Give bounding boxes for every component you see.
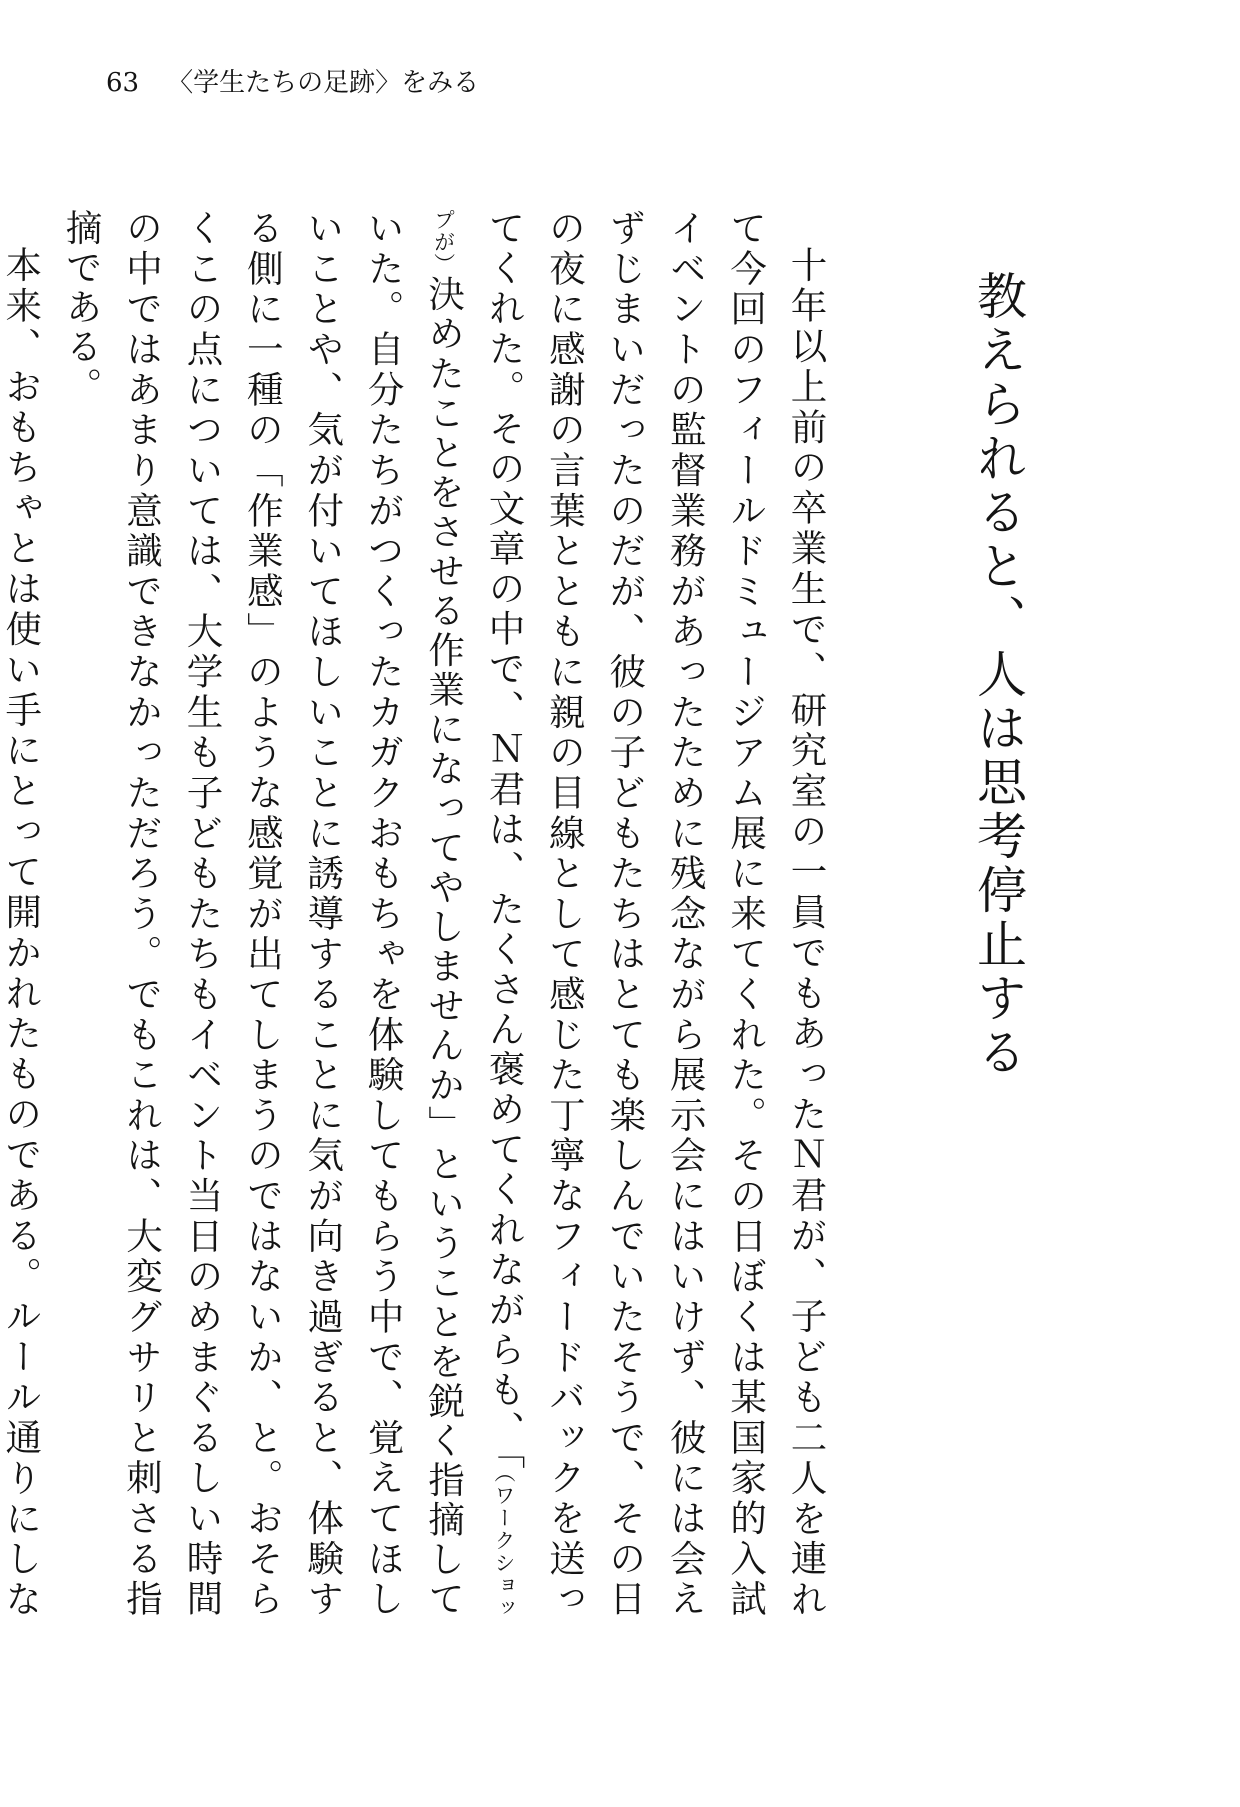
running-head — [106, 66, 479, 100]
section-heading: 教えられると、人は思考停止する — [969, 270, 1027, 1080]
paragraph — [51, 209, 836, 1619]
paragraph-text: 決めたことをさせる作業になってやしませんか」ということを鋭く指摘していた。自分たちがつくったカガクおもちゃを体験してもらう中で、覚えてほしいことや、気が付いてほしいことに誘導することに気が向き過ぎると、体験する側に一種の「作業感」のような感覚が出てしまうのではないか、と。おそらくこの点については、大学生も子どもたちもイベント当日のめまぐるしい時間の中ではあまり意識できなかっただろう。でもこれは、大変グサリと刺さる指摘である。 — [60, 209, 466, 1620]
paragraph: 本来、おもちゃとは使い手にとって開かれたものである。ルール通りにしな — [0, 245, 43, 1619]
paragraph-text: 十年以上前の卒業生で、研究室の一員でもあったＮ君が、子ども二人を連れて今回のフィールドミュージアム展に来てくれた。その日ぼくは某国家的入試イベントの監督業務があったために残念ながら展示会にはいけず、彼には会えずじまいだったのだが、彼の子どもたちはとても楽しんでいたそうで、その日の夜に感謝の言葉とともに親の目線として感じた丁寧なフィードバックを送ってくれた。その文章の中で、Ｎ君は、たくさん褒めてくれながらも、「 — [482, 209, 828, 1620]
section-title: 〈学生たちの足跡〉をみる — [167, 68, 480, 98]
inline-aside: （ワークショップが） — [431, 209, 516, 1620]
body-text — [0, 209, 836, 1620]
page-number: 63 — [106, 68, 140, 98]
